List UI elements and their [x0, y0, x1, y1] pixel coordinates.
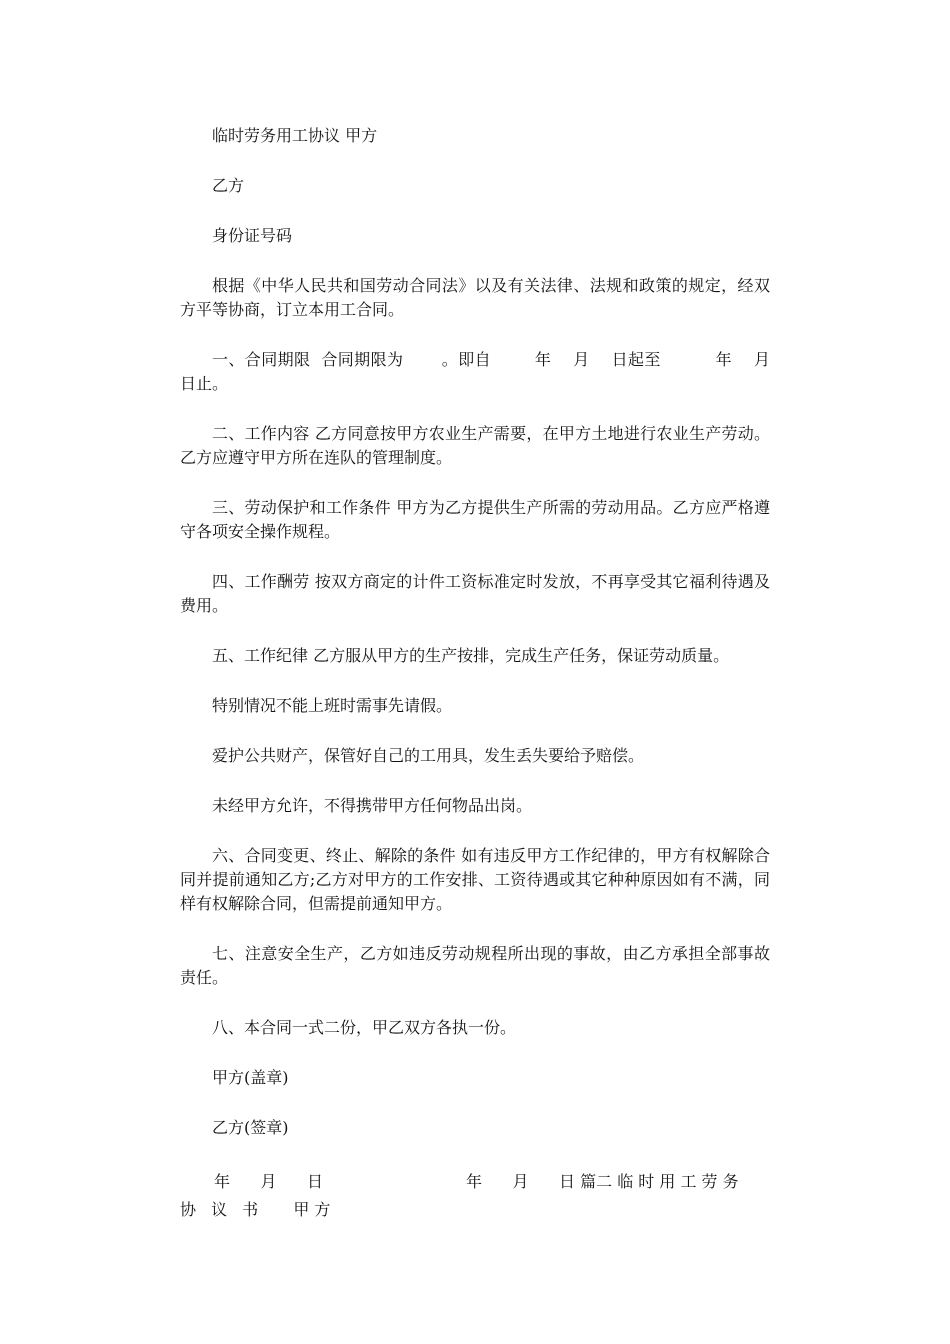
- date-and-next-section: [180, 1168, 770, 1224]
- clause-discipline-items: 未经甲方允许，不得携带甲方任何物品出岗。: [212, 796, 533, 815]
- signature-party-b: 乙方(签章): [212, 1118, 289, 1137]
- clause-discipline-leave: 特别情况不能上班时需事先请假。: [212, 696, 453, 715]
- date-line: [180, 1168, 770, 1196]
- clause-term: 一、合同期限 合同期限为 。即自 年 月 日起至 年 月 日止。: [180, 350, 791, 393]
- clause-remuneration: 四、工作酬劳 按双方商定的计件工资标准定时发放，不再享受其它福利待遇及费用。: [180, 572, 770, 615]
- clause-labor-protection: 三、劳动保护和工作条件 甲方为乙方提供生产所需的劳动用品。乙方应严格遵守各项安全操作规程。: [180, 498, 770, 541]
- agreement-title-line: 临时劳务用工协议 甲方: [212, 126, 378, 145]
- document-body: [180, 124, 791, 1166]
- id-number-label: 身份证号码: [212, 226, 293, 245]
- party-b-label: 乙方: [212, 176, 245, 195]
- clause-discipline-property: 爱护公共财产，保管好自己的工用具，发生丢失要给予赔偿。: [212, 746, 645, 765]
- clause-safety: 七、注意安全生产，乙方如违反劳动规程所出现的事故，由乙方承担全部事故责任。: [180, 944, 770, 987]
- clause-termination: 六、合同变更、终止、解除的条件 如有违反甲方工作纪律的，甲方有权解除合同并提前通知乙方;乙方对甲方的工作安排、工资待遇或其它种种原因如有不满，同样有权解除合同，但需提前通知甲方。: [180, 846, 770, 913]
- date-right-and-next-title: 年 月 日 篇二 临 时 用 工 劳 务: [466, 1172, 739, 1191]
- clause-copies: 八、本合同一式二份，甲乙双方各执一份。: [212, 1018, 517, 1037]
- next-agreement-title: 协 议 书 甲方: [180, 1200, 336, 1219]
- clause-discipline: 五、工作纪律 乙方服从甲方的生产按排，完成生产任务，保证劳动质量。: [212, 646, 730, 665]
- clause-work-content: 二、工作内容 乙方同意按甲方农业生产需要，在甲方土地进行农业生产劳动。乙方应遵守甲方所在连队的管理制度。: [180, 424, 770, 467]
- preamble-paragraph: 根据《中华人民共和国劳动合同法》以及有关法律、法规和政策的规定，经双方平等协商，订立本用工合同。: [180, 276, 770, 319]
- signature-party-a: 甲方(盖章): [212, 1068, 289, 1087]
- date-left: 年 月 日: [214, 1172, 324, 1191]
